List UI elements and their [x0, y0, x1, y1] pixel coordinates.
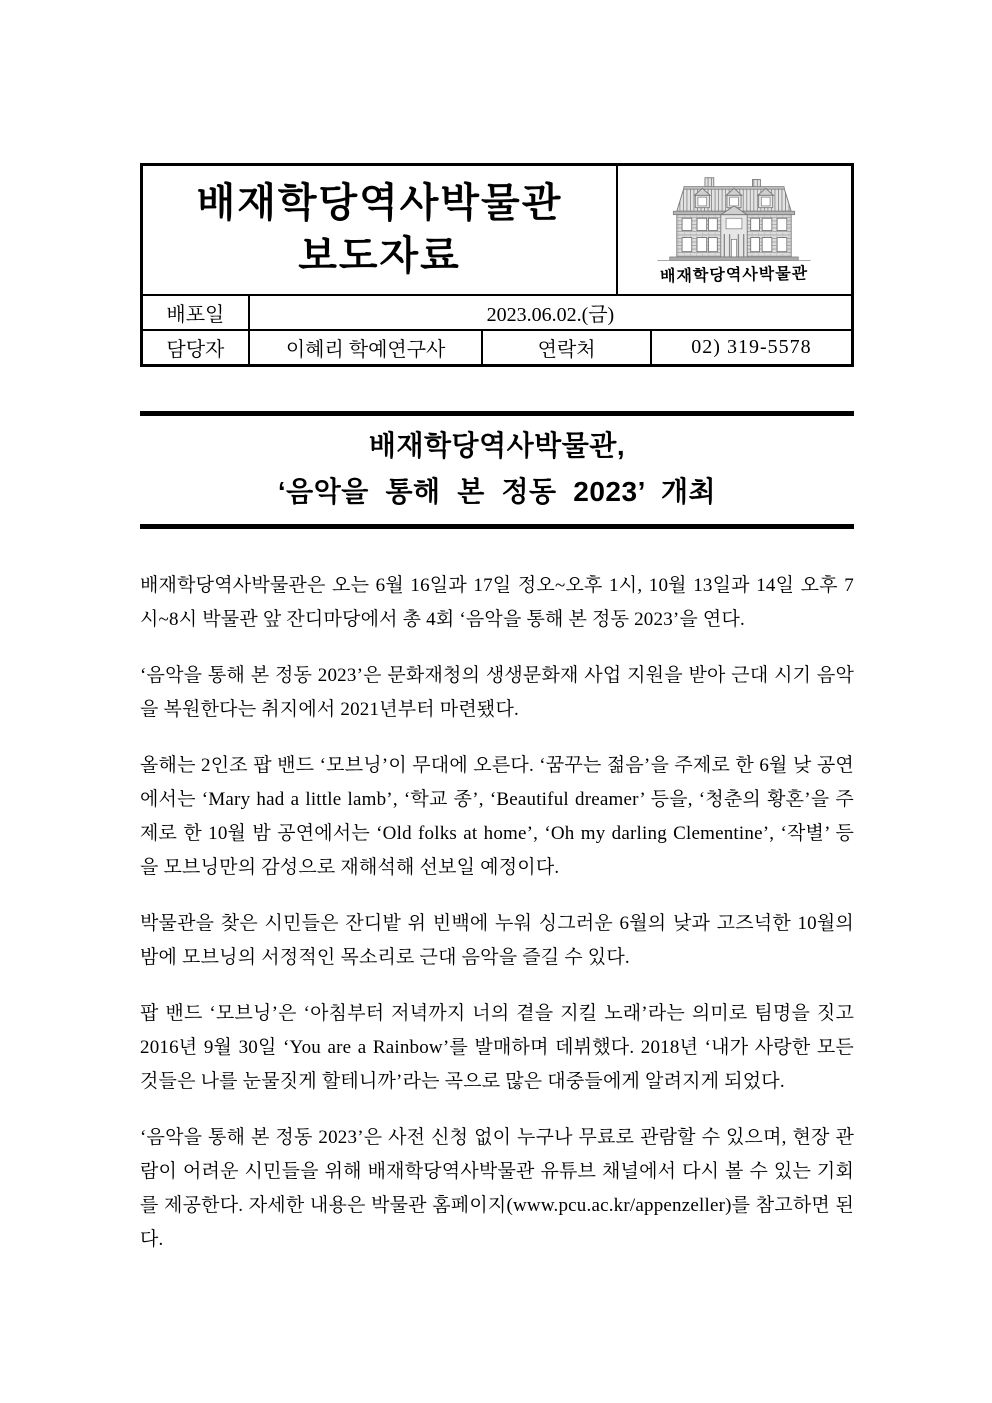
headline-bottom-rule: [140, 524, 854, 529]
masthead-title-cell: [143, 166, 616, 294]
org-title-line1: 배재학당역사박물관: [196, 180, 563, 226]
paragraph-4: 박물관을 찾은 시민들은 잔디밭 위 빈백에 누워 싱그러운 6월의 낮과 고즈넉한 10월의 밤에 모브닝의 서정적인 목소리로 근대 음악을 즐길 수 있다.: [140, 913, 854, 968]
paragraph-2: ‘음악을 통해 본 정동 2023’은 문화재청의 생생문화재 사업 지원을 받아 근대 시기 음악을 복원한다는 취지에서 2021년부터 마련됐다.: [140, 665, 854, 720]
headline-line2: ‘음악을 통해 본 정동 2023’ 개최: [277, 476, 717, 507]
masthead-logo-cell: [616, 166, 851, 294]
page-content: [140, 163, 854, 1279]
release-date-row: [143, 294, 851, 329]
paragraph-3: 올해는 2인조 팝 밴드 ‘모브닝’이 무대에 오른다. ‘꿈꾸는 젊음’을 주제로 한 6월 낮 공연에서는 ‘Mary had a little lamb’, ‘학교 종’, ‘Beautiful dreamer’ 등을, ‘청춘의 황혼’을 주제로 한 10월 밤 공연에서는 ‘Old folks at home’, ‘Oh my darling Clementine’, ‘작별’ 등을 모브닝만의 감성으로 재해석해 선보일 예정이다.: [140, 755, 854, 878]
contact-person-label: 담당자: [166, 339, 225, 361]
headline: [140, 416, 854, 524]
masthead-table: [140, 163, 854, 367]
doc-type-title: 보도자료: [298, 233, 461, 278]
phone-value: 02) 319-5578: [650, 331, 851, 364]
paragraph-1: 배재학당역사박물관은 오는 6월 16일과 17일 정오~오후 1시, 10월 13일과 14일 오후 7시~8시 박물관 앞 잔디마당에서 총 4회 ‘음악을 통해 본 정동 2023’을 연다.: [140, 575, 854, 630]
release-date-label: 배포일: [166, 304, 225, 326]
release-date-value: 2023.06.02.(금): [248, 296, 851, 329]
museum-logo-caption: 배재학당역사박물관: [660, 262, 809, 286]
headline-line1: 배재학당역사박물관,: [368, 430, 626, 461]
phone-label: 연락처: [481, 331, 650, 364]
contact-row: [143, 329, 851, 364]
paragraph-5: 팝 밴드 ‘모브닝’은 ‘아침부터 저녁까지 너의 곁을 지킬 노래’라는 의미로 팀명을 짓고 2016년 9월 30일 ‘You are a Rainbow’를 발매하며 데뷔했다. 2018년 ‘내가 사랑한 모든 것들은 나를 눈물짓게 할테니까’라는 곡으로 많은 대중들에게 알려지게 되었다.: [140, 1003, 854, 1092]
article-body: [140, 569, 854, 1257]
museum-building-illustration: [639, 176, 829, 264]
paragraph-6: ‘음악을 통해 본 정동 2023’은 사전 신청 없이 누구나 무료로 관람할 수 있으며, 현장 관람이 어려운 시민들을 위해 배재학당역사박물관 유튜브 채널에서 다시 볼 수 있는 기회를 제공한다. 자세한 내용은 박물관 홈페이지(www.pcu.ac.kr/appenzeller)를 참고하면 된다.: [140, 1127, 854, 1250]
headline-block: [140, 411, 854, 529]
masthead-header-row: [143, 166, 851, 294]
contact-person-value: 이혜리 학예연구사: [248, 331, 482, 364]
